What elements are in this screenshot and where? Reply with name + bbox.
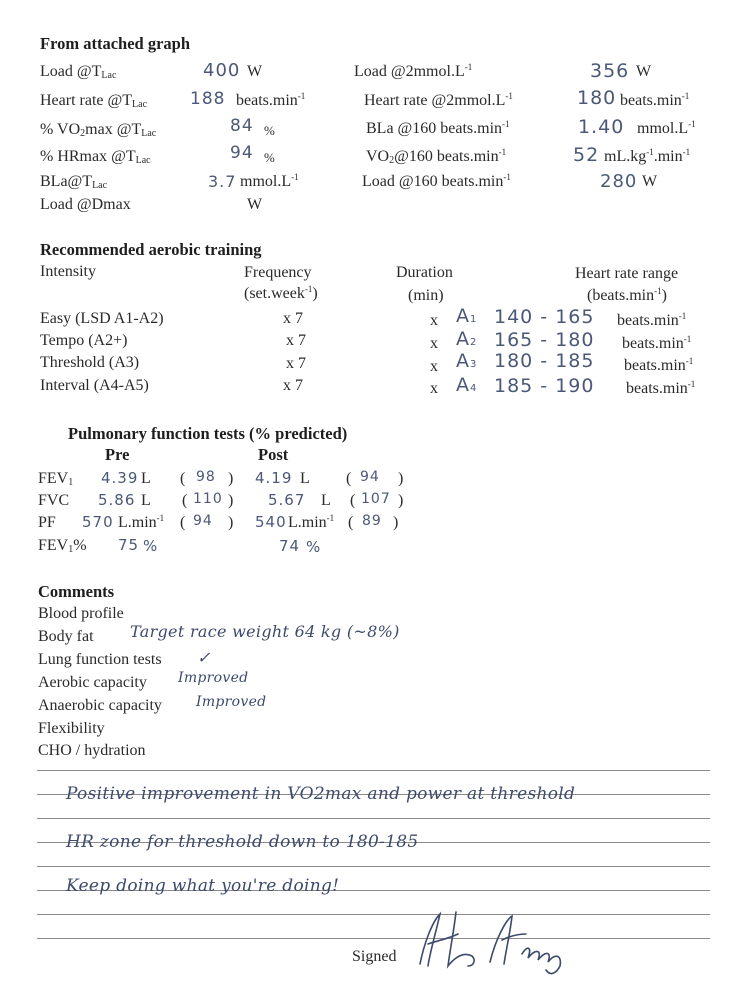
training-row-range: 185 - 190: [494, 375, 595, 397]
unit-hr-2mmol: $beats.\min^{-1}$: [620, 91, 690, 109]
label-hr-2mmol: Heart rate $@2mmol.L^{-1}$: [364, 91, 513, 109]
value-vo2max-tlac: 84: [230, 116, 254, 136]
pulmonary-post-unit: L: [321, 492, 331, 509]
comment-label: Lung function tests: [38, 651, 162, 668]
training-row-frequency: x 7: [286, 332, 306, 349]
unit-load-tlac: W: [247, 63, 263, 80]
label-load-dmax: Load @Dmax: [40, 196, 131, 213]
training-row-x: x: [430, 312, 438, 329]
pulmonary-pre-value: 75: [118, 536, 140, 554]
pulmonary-post-value: 540: [255, 513, 287, 531]
signed-label: Signed: [352, 948, 397, 965]
pulmonary-section-title: Pulmonary function tests (% predicted): [68, 424, 348, 443]
unit-load-dmax: W: [247, 196, 263, 213]
unit-load-2mmol: W: [636, 63, 652, 80]
training-row-zone: A1: [456, 305, 478, 327]
pulmonary-pre-unit: $L.\min^{-1}$: [118, 513, 165, 531]
training-row-range: 180 - 185: [494, 350, 595, 372]
training-row-frequency: x 7: [286, 355, 306, 372]
col-duration: Duration: [396, 264, 453, 281]
training-row-range: 165 - 180: [494, 329, 595, 351]
pulmonary-pre-unit: %: [143, 537, 159, 555]
pulmonary-post-pct-close: ): [398, 492, 404, 509]
value-bla-160: 1.40: [578, 116, 625, 138]
label-load-2mmol: Load $@2mmol.L^{-1}$: [354, 62, 473, 80]
col-intensity: Intensity: [40, 263, 96, 280]
label-bla-160: BLa @160 $beats.\min^{-1}$: [366, 119, 510, 137]
ruled-line: [37, 866, 710, 867]
unit-hr-tlac: $beats.\min^{-1}$: [236, 91, 306, 109]
label-load-160: Load @160 $beats.\min^{-1}$: [362, 172, 511, 190]
pulmonary-post-unit: $L.\min^{-1}$: [288, 513, 335, 531]
training-row-zone: A4: [456, 374, 478, 396]
comment-label: Flexibility: [38, 720, 105, 737]
value-load-tlac: 400: [203, 60, 241, 81]
col-hr-range-unit: $(beats.\min^{-1})$: [587, 286, 667, 304]
training-row-unit: $beats.\min^{-1}$: [617, 311, 687, 329]
pulmonary-pre-pct-open: (: [182, 492, 188, 509]
pulmonary-pre-pct: 110: [193, 491, 223, 507]
unit-vo2-160: $mL.kg^{-1}.\min^{-1}$: [604, 147, 691, 165]
training-row-x: x: [430, 335, 438, 352]
comment-label: Aerobic capacity: [38, 674, 147, 691]
graph-section-title: From attached graph: [40, 34, 191, 53]
training-section-title: Recommended aerobic training: [40, 240, 262, 259]
value-bla-tlac: 3.7: [208, 172, 237, 191]
ruled-line: [37, 914, 710, 915]
pulmonary-post-value: 4.19: [255, 469, 293, 487]
value-hr-tlac: 188: [190, 89, 226, 109]
pulmonary-pre-pct-close: ): [228, 492, 234, 509]
comment-note: Target race weight 64 kg (~8%): [130, 622, 400, 641]
pulmonary-row-label: FVC: [38, 492, 70, 509]
comment-line: Positive improvement in VO2max and power at threshold: [66, 784, 576, 804]
pulmonary-pre-unit: L: [141, 492, 151, 509]
label-bla-tlac: $BLa@T_{Lac}$: [40, 173, 108, 191]
value-load-160: 280: [600, 171, 638, 192]
pulmonary-pre-pct-open: (: [180, 514, 186, 531]
pulmonary-pre-value: 4.39: [101, 469, 139, 487]
training-row-range: 140 - 165: [494, 306, 595, 328]
col-frequency: Frequency: [244, 264, 312, 281]
training-row-intensity: Threshold (A3): [40, 354, 140, 371]
col-frequency-unit: (set.week$^{-1}$): [244, 284, 318, 302]
training-row-unit: $beats.\min^{-1}$: [626, 379, 696, 397]
pulmonary-post-pct-close: ): [393, 514, 399, 531]
pulmonary-pre-pct-close: ): [228, 514, 234, 531]
comment-line: Keep doing what you're doing!: [66, 876, 340, 896]
ruled-line: [37, 938, 710, 939]
pulmonary-post-value: 5.67: [268, 491, 306, 509]
comment-label: Anaerobic capacity: [38, 697, 162, 714]
unit-vo2max-tlac: %: [264, 123, 275, 138]
label-hrmax-tlac: % HRmax $@T_{Lac}$: [40, 148, 151, 166]
label-hr-tlac: Heart rate $@T_{Lac}$: [40, 92, 148, 110]
training-row-unit: $beats.\min^{-1}$: [622, 334, 692, 352]
pulmonary-post-pct-open: (: [348, 514, 354, 531]
training-row-intensity: Easy (LSD A1-A2): [40, 310, 164, 327]
value-load-2mmol: 356: [590, 60, 630, 82]
pulmonary-row-label: $FEV_1$: [38, 470, 74, 488]
pulmonary-pre-header: Pre: [105, 445, 130, 464]
check-icon: ✓: [197, 648, 211, 667]
value-hr-2mmol: 180: [577, 87, 617, 109]
unit-bla-tlac: $mmol.L^{-1}$: [240, 172, 299, 190]
pulmonary-post-pct: 89: [362, 513, 382, 529]
col-hr-range: Heart rate range: [575, 265, 679, 282]
training-row-intensity: Interval (A4-A5): [40, 377, 149, 394]
comment-note: Improved: [178, 670, 249, 686]
ruled-line: [37, 770, 710, 771]
value-vo2-160: 52: [573, 144, 600, 166]
training-row-x: x: [430, 380, 438, 397]
pulmonary-post-pct-open: (: [350, 492, 356, 509]
col-duration-unit: (min): [408, 287, 444, 304]
pulmonary-post-value: 74: [279, 537, 301, 555]
training-row-intensity: Tempo (A2+): [40, 332, 128, 349]
training-row-x: x: [430, 358, 438, 375]
training-row-zone: A2: [456, 328, 478, 350]
unit-load-160: W: [642, 173, 658, 190]
pulmonary-row-label: $FEV_1\%$: [38, 537, 87, 555]
label-vo2max-tlac: % $VO_2\max$ $@T_{Lac}$: [40, 121, 157, 139]
pulmonary-pre-pct-open: (: [180, 470, 186, 487]
pulmonary-row-label: PF: [38, 514, 56, 531]
comment-label: Blood profile: [38, 605, 124, 622]
pulmonary-post-unit: %: [306, 538, 322, 556]
label-load-tlac: Load $@T_{Lac}$: [40, 63, 117, 81]
pulmonary-post-pct: 107: [361, 491, 391, 507]
pulmonary-post-pct: 94: [360, 469, 380, 485]
comments-section-title: Comments: [38, 582, 115, 601]
unit-bla-160: $mmol.L^{-1}$: [637, 119, 696, 137]
pulmonary-pre-value: 5.86: [98, 491, 136, 509]
training-row-unit: $beats.\min^{-1}$: [624, 356, 694, 374]
pulmonary-pre-value: 570: [82, 513, 114, 531]
pulmonary-post-pct-close: ): [398, 470, 404, 487]
ruled-line: [37, 818, 710, 819]
value-hrmax-tlac: 94: [230, 143, 254, 163]
signature-image: [410, 904, 590, 982]
unit-hrmax-tlac: %: [264, 150, 275, 165]
pulmonary-pre-pct: 98: [196, 469, 216, 485]
comment-label: Body fat: [38, 628, 94, 645]
pulmonary-pre-pct-close: ): [228, 470, 234, 487]
pulmonary-post-pct-open: (: [346, 470, 352, 487]
pulmonary-pre-pct: 94: [193, 513, 213, 529]
label-vo2-160: $VO_2@160$ $beats.\min^{-1}$: [366, 147, 507, 166]
training-row-frequency: x 7: [283, 377, 303, 394]
comment-note: Improved: [196, 694, 267, 710]
comment-label: CHO / hydration: [38, 742, 146, 759]
training-row-zone: A3: [456, 350, 478, 372]
comment-line: HR zone for threshold down to 180-185: [66, 832, 419, 852]
pulmonary-post-unit: L: [300, 470, 310, 487]
pulmonary-pre-unit: L: [141, 470, 151, 487]
training-row-frequency: x 7: [283, 310, 303, 327]
pulmonary-post-header: Post: [258, 445, 289, 464]
